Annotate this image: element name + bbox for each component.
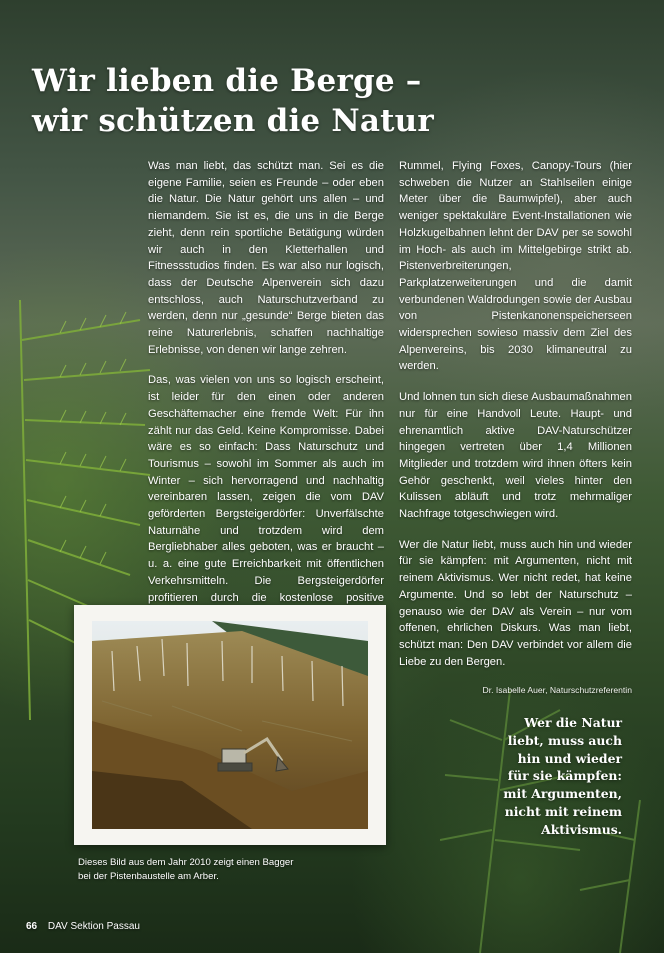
paragraph: Das, was vielen von uns so logisch erscheint, ist leider für den einen oder anderen Geschäftemacher eine fremde Welt: Für ihn zählt nur das Geld. Keine Kompromisse. Dabei wäre es so einfach: Dass Naturschutz und Tourismus – sowohl im Sommer als auch im Winter – sich hervorragend und nachhaltig vereinbaren lassen, zeigen die vom DAV geförderten Bergsteigerdörfer: Unverfälschte Naturnähe und trotzdem wird dem Bergliebhaber alles geboten, was er braucht – u. a. eine gute Erreichbarkeit mit öffentlichen Verkehrsmitteln. Die Bergsteigerdörfer profitieren durch die kostenlose positive <box>148 374 384 604</box>
paragraph: Wer die Natur liebt, muss auch hin und wieder für sie kämpfen: mit Argumenten, nicht mit reinem Aktivismus. Wer nicht redet, hat keine Argumente. Und so lebt der Naturschutz – genauso wie der DAV als Verein – nur vom offenen, ehrlichen Diskurs. Was man liebt, schützt man: Den DAV verbindet vor allem die Liebe zu den Bergen. <box>399 538 632 668</box>
pull-quote-line: hin und wieder <box>517 750 622 766</box>
title-line-1: Wir lieben die Berge – <box>32 62 422 99</box>
pull-quote-line: Aktivismus. <box>541 821 622 837</box>
paragraph: Und lohnen tun sich diese Ausbaumaßnahmen nur für eine Handvoll Leute. Haupt- und ehrenamtlich aktive DAV-Naturschützer hingegen vertreten über 1,4 Millionen Mitglieder und trotzdem wird ihnen öfters kein Gehör geschenkt, weil vieles hinter den Kulissen abläuft und trotz mehrmaliger Nachfrage totgeschwiegen wird. <box>399 391 632 521</box>
right-text-column <box>399 158 632 699</box>
pull-quote-line: für sie kämpfen: <box>507 768 622 784</box>
author-signature: Dr. Isabelle Auer, Naturschutzreferentin <box>482 685 632 696</box>
photo-frame <box>74 605 386 845</box>
pull-quote-line: Wer die Natur <box>524 715 622 730</box>
title-line-2: wir schützen die Natur <box>32 102 434 139</box>
pull-quote <box>470 714 622 839</box>
page-footer <box>26 921 140 932</box>
excavator-construction-photo <box>92 621 368 829</box>
pull-quote-line: nicht mit reinem <box>504 803 622 819</box>
pull-quote-line: mit Argumenten, <box>503 786 622 802</box>
paragraph: Rummel, Flying Foxes, Canopy-Tours (hier schweben die Nutzer an Stahlseilen einige Meter über die Baumwipfel), aber auch weniger spektakuläre Event-Installationen wie Holzkugelbahnen lehnt der DAV per se sowohl im Hoch- als auch im Mittelgebirge strikt ab. Pistenverbreiterungen, Parkplatzerweiterungen und die damit verbundenen Waldrodungen sowie der Ausbau von Pistenkanonenspeicherseen widersprechen sowieso massiv dem Ziel des Alpenvereins, bis 2030 klimaneutral zu werden. <box>399 160 632 373</box>
photo-caption: Dieses Bild aus dem Jahr 2010 zeigt einen Bagger bei der Pistenbaustelle am Arber. <box>78 857 294 882</box>
pull-quote-line: liebt, muss auch <box>507 732 622 748</box>
publication-name: DAV Sektion Passau <box>47 921 140 932</box>
paragraph: Was man liebt, das schützt man. Sei es die eigene Familie, seien es Freunde – oder eben die Natur. Die Natur gehört uns allen – und niemandem. Sie ist es, die uns in die Berge zieht, denn rein sportliche Betätigung würden wir auch in den Kletterhallen und Fitnessstudios finden. Es war also nur logisch, dass der Deutsche Alpenverein sich dazu entschloss, auch Naturschutzverband zu werden, denn nur „gesunde“ Berge bieten das reine Naturerlebnis, schaffen nachhaltige Erlebnisse, von denen wir lange zehren. <box>148 160 384 356</box>
article-title <box>32 61 652 141</box>
page-number: 66 <box>26 921 38 932</box>
